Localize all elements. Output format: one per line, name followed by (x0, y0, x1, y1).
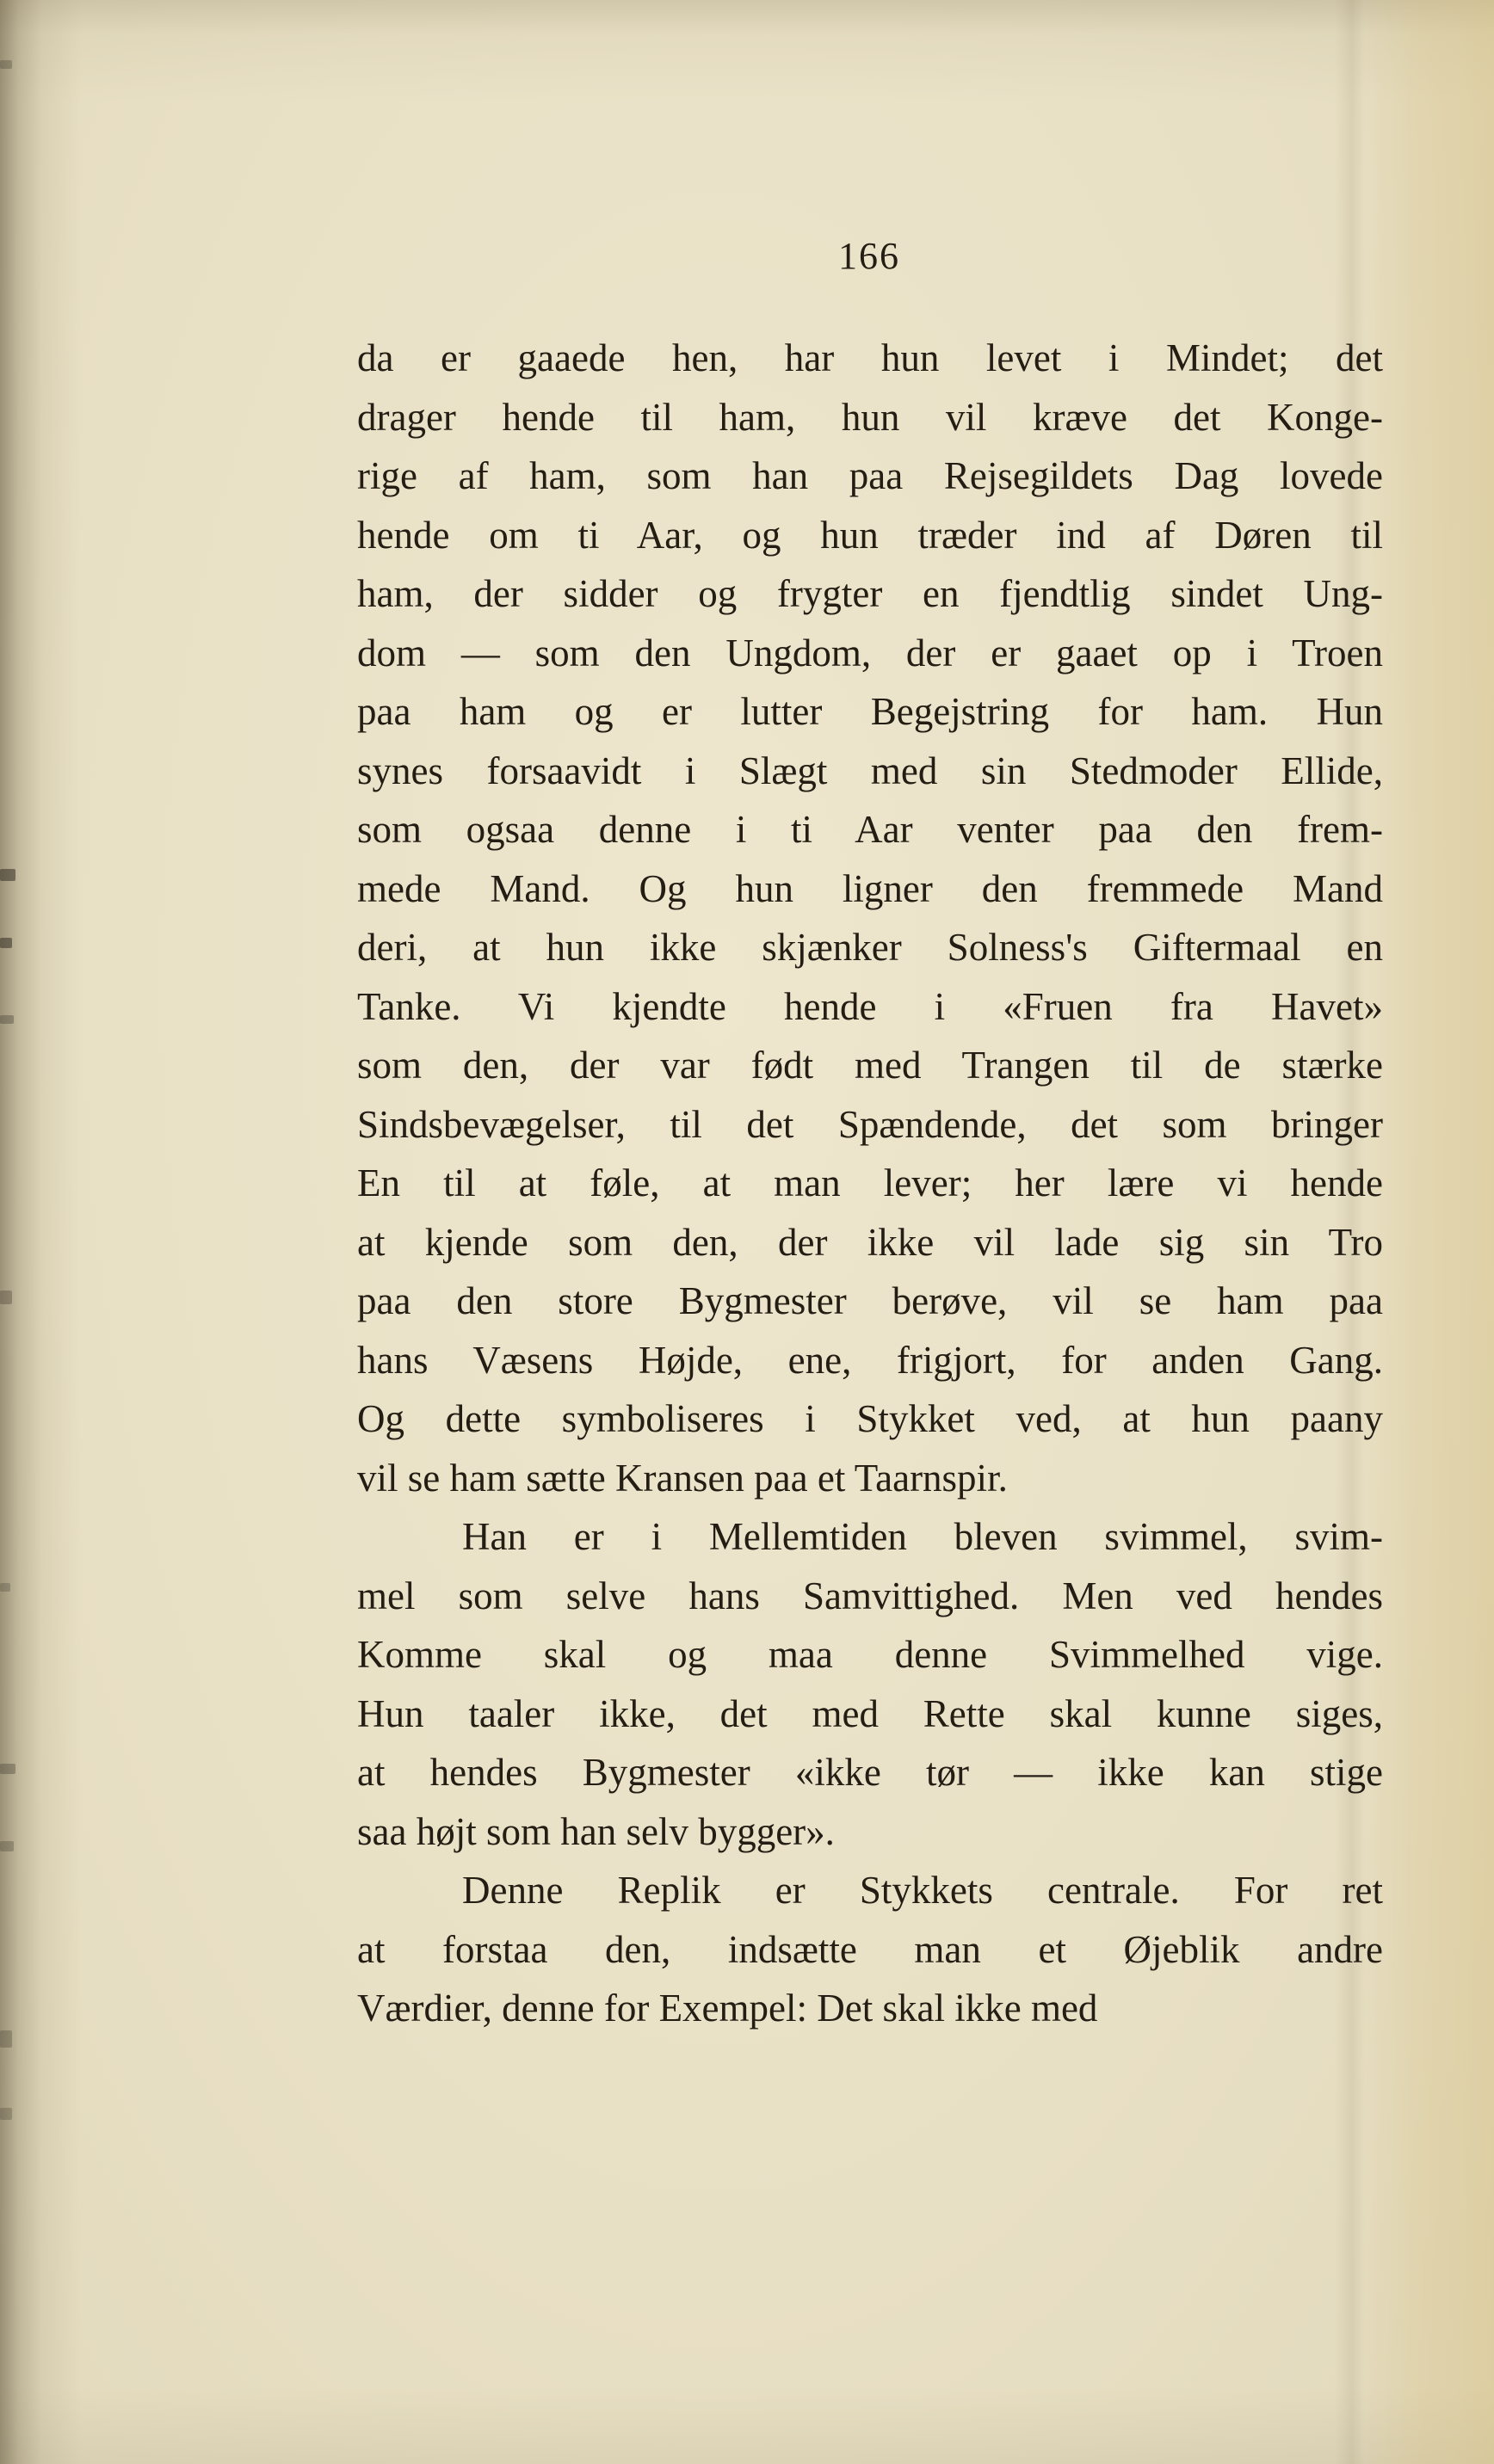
text-line: at forstaa den, indsætte man et Øjeblik andre (357, 1927, 1383, 1971)
edge-smudge (0, 60, 12, 69)
text-line: paa ham og er lutter Begejstring for ham. Hun (357, 690, 1383, 733)
text-line: ham, der sidder og frygter en fjendtlig sindet Ung- (357, 572, 1383, 615)
text-line: drager hende til ham, hun vil kræve det Konge- (357, 395, 1383, 439)
text-line: at hendes Bygmester «ikke tør — ikke kan stige (357, 1751, 1383, 1794)
edge-smudge (0, 1583, 10, 1592)
edge-smudge (0, 1291, 12, 1304)
text-line: Og dette symboliseres i Stykket ved, at hun paany (357, 1397, 1383, 1440)
text-line: paa den store Bygmester berøve, vil se ham paa (357, 1279, 1383, 1322)
text-line: Værdier, denne for Exempel: Det skal ikke med (357, 1987, 1098, 2030)
page-number: 166 (838, 235, 900, 277)
text-line: Sindsbevægelser, til det Spændende, det som bringer (357, 1102, 1383, 1146)
text-line: som ogsaa denne i ti Aar venter paa den frem- (357, 808, 1383, 851)
text-line: Tanke. Vi kjendte hende i «Fruen fra Havet» (357, 984, 1383, 1028)
text-line: hans Væsens Højde, ene, frigjort, for anden Gang. (357, 1338, 1383, 1382)
text-line: som den, der var født med Trangen til de stærke (357, 1044, 1383, 1087)
text-line: Denne Replik er Stykkets centrale. For ret (462, 1869, 1383, 1912)
text-line: mel som selve hans Samvittighed. Men ved hendes (357, 1574, 1383, 1617)
text-line: vil se ham sætte Kransen paa et Taarnspir. (357, 1456, 1008, 1500)
edge-smudge (0, 2030, 12, 2048)
text-line: dom — som den Ungdom, der er gaaet op i Troen (357, 631, 1383, 675)
text-line: Hun taaler ikke, det med Rette skal kunne siges, (357, 1691, 1383, 1735)
text-line: at kjende som den, der ikke vil lade sig sin Tro (357, 1220, 1383, 1264)
edge-smudge (0, 938, 12, 948)
text-line: da er gaaede hen, har hun levet i Mindet; det (357, 336, 1383, 379)
text-line: En til at føle, at man lever; her lære vi hende (357, 1161, 1383, 1204)
text-line: Han er i Mellemtiden bleven svimmel, svim- (462, 1515, 1383, 1558)
text-line: rige af ham, som han paa Rejsegildets Dag lovede (357, 454, 1383, 497)
edge-smudge (0, 1764, 15, 1774)
text-line: mede Mand. Og hun ligner den fremmede Mand (357, 866, 1383, 910)
text-line: saa højt som han selv bygger». (357, 1809, 835, 1853)
text-line: synes forsaavidt i Slægt med sin Stedmoder Ellide, (357, 748, 1383, 792)
text-line: Komme skal og maa denne Svimmelhed vige. (357, 1633, 1383, 1676)
page-text (357, 329, 1383, 2038)
edge-smudge (0, 2108, 12, 2120)
text-line: hende om ti Aar, og hun træder ind af Døren til (357, 513, 1383, 557)
edge-smudge (0, 1015, 14, 1024)
text-line: deri, at hun ikke skjænker Solness's Giftermaal en (357, 926, 1383, 969)
edge-smudge (0, 1841, 14, 1851)
edge-smudge (0, 869, 15, 881)
